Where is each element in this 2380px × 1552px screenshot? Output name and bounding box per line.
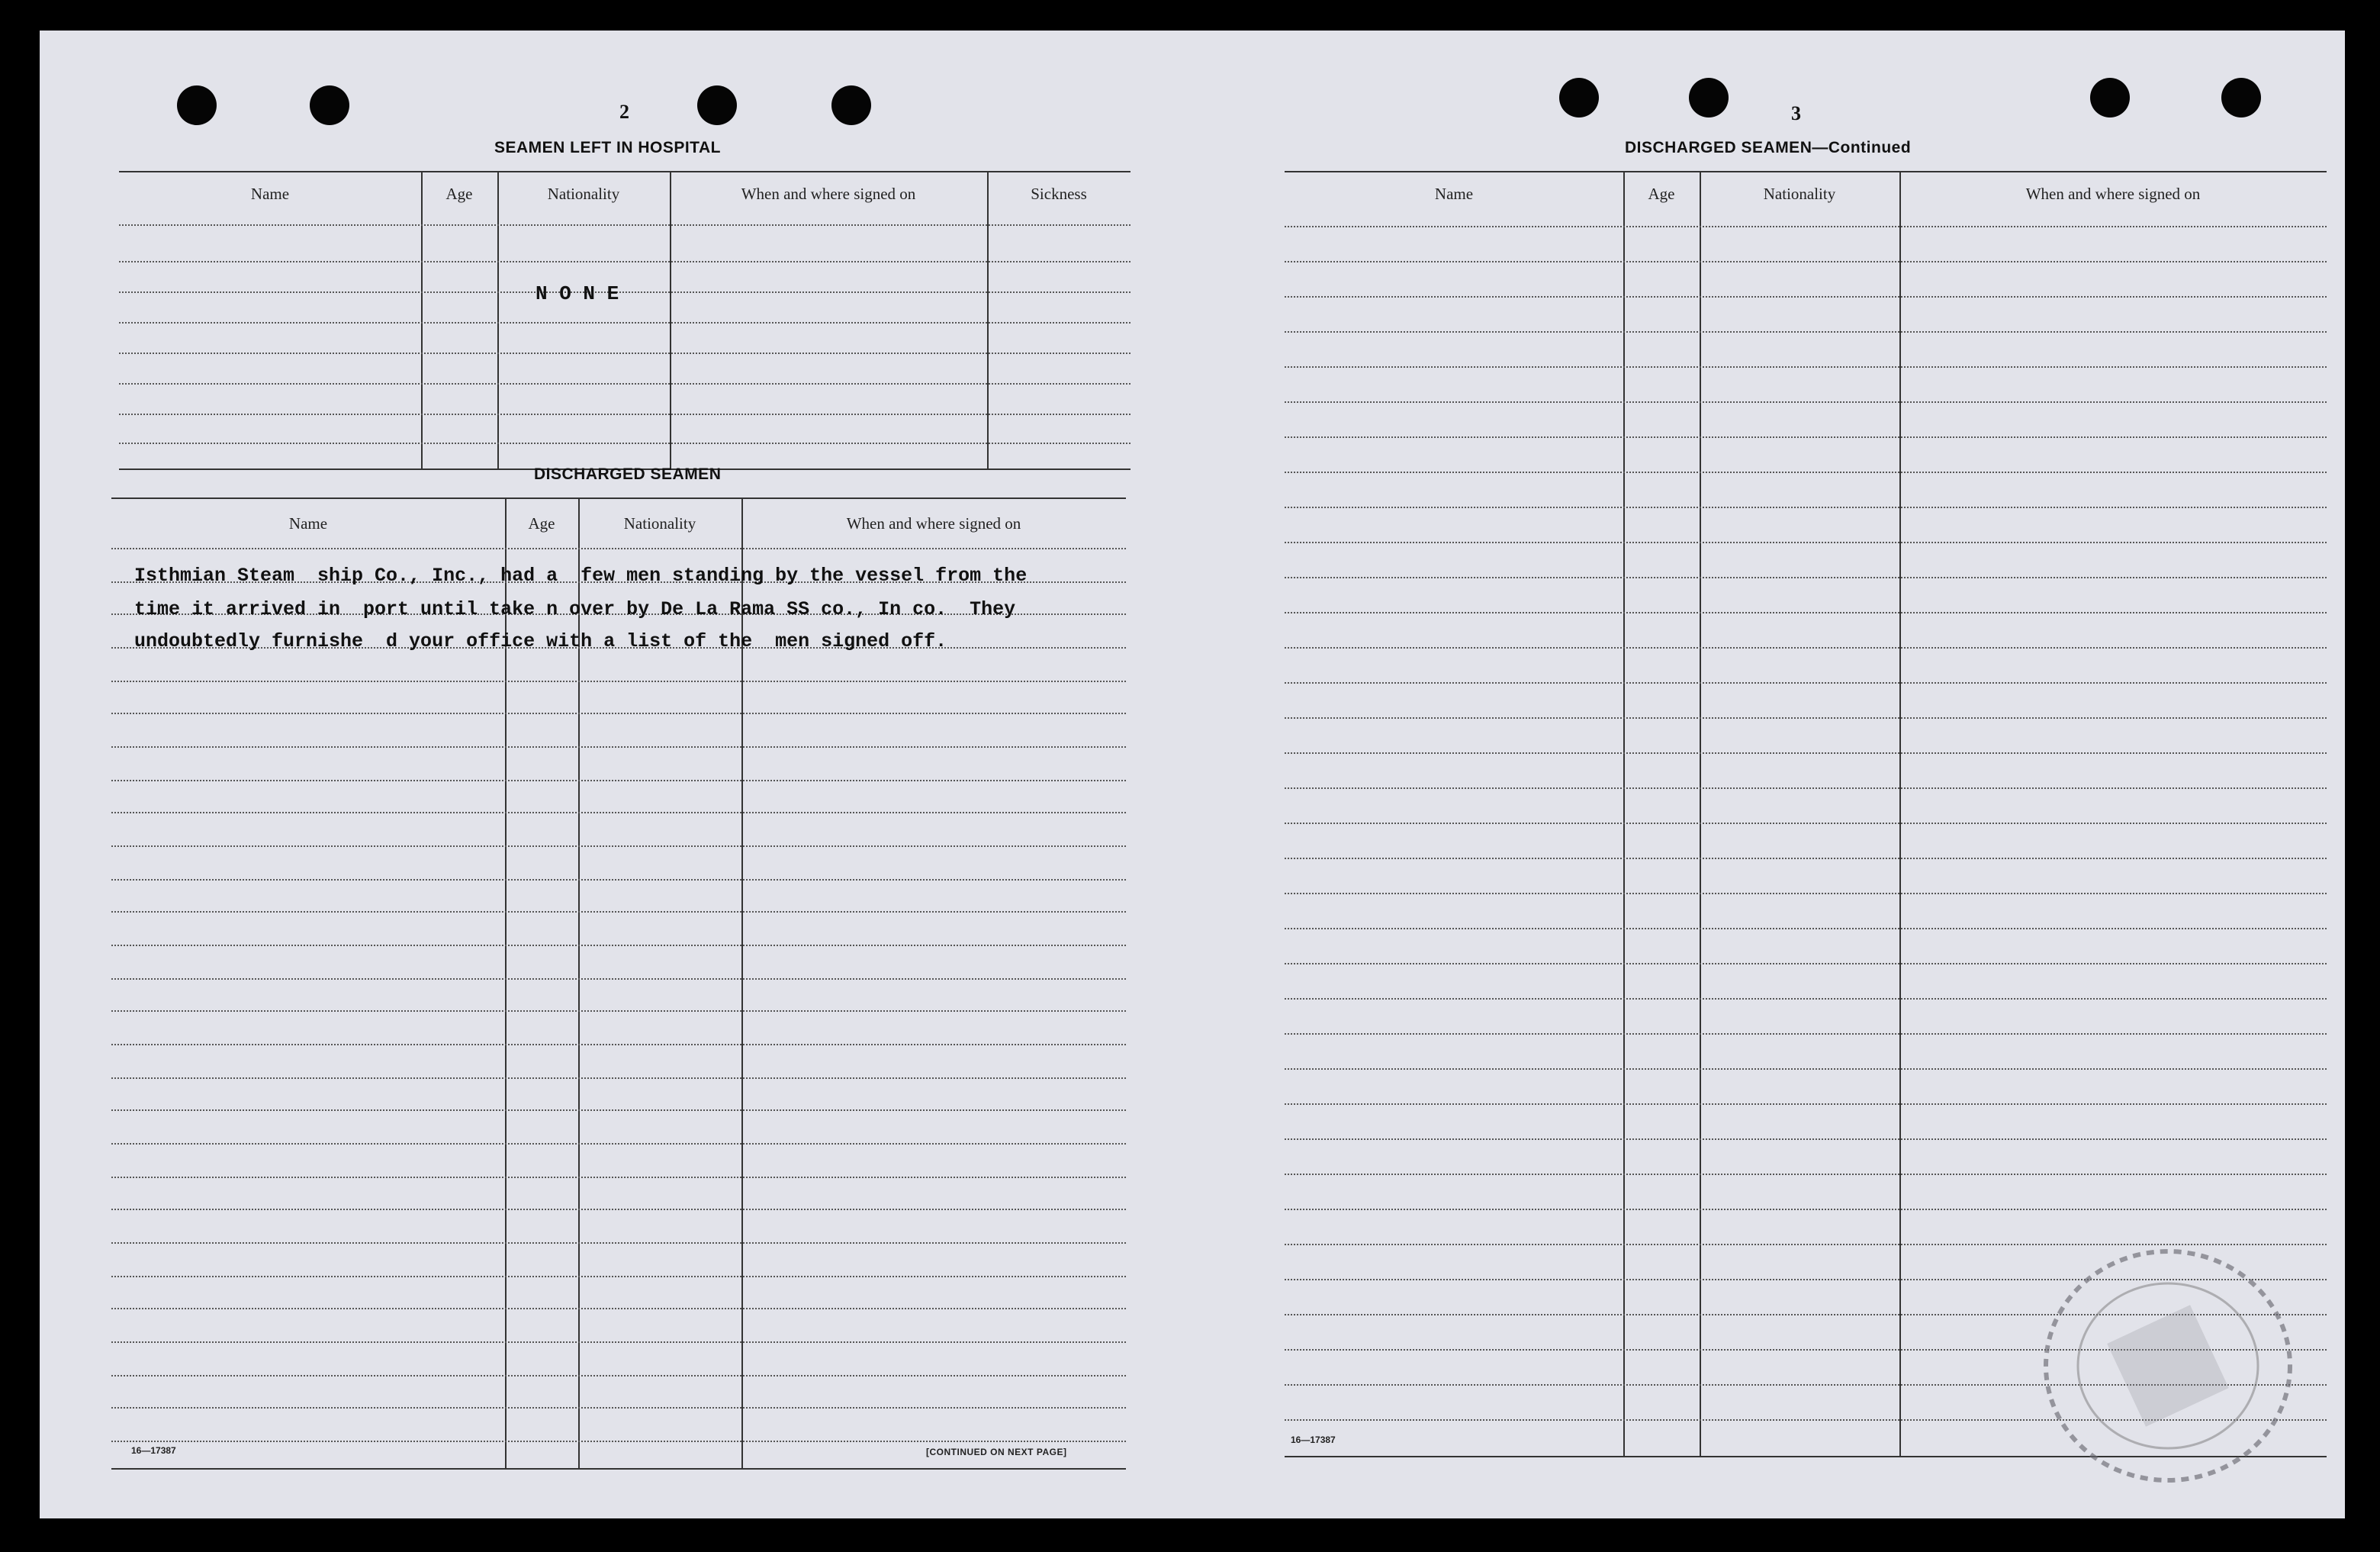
document-sheet <box>40 31 2345 1518</box>
page-number-left: 2 <box>619 101 629 123</box>
column-header: Nationality <box>547 185 620 203</box>
column-header: Name <box>288 514 328 533</box>
column-header: Name <box>1434 185 1474 203</box>
typed-note-line: Isthmian Steam ship Co., Inc., had a few men standing by the vessel from the <box>134 565 1028 587</box>
column-header: Age <box>528 514 555 533</box>
column-header: Age <box>445 185 473 203</box>
stamp-seal-icon <box>2031 1236 2305 1496</box>
typed-note-line: undoubtedly furnishe d your office with a list of the men signed off. <box>134 630 947 652</box>
page-number-right: 3 <box>1791 102 1801 124</box>
punch-hole <box>697 85 737 125</box>
form-code-left: 16—17387 <box>131 1445 176 1456</box>
punch-hole <box>177 85 217 125</box>
column-header: Nationality <box>1763 185 1836 203</box>
column-header: Nationality <box>623 514 696 533</box>
column-header: Name <box>250 185 290 203</box>
column-header: When and where signed on <box>2025 185 2201 203</box>
hospital-none-entry: N O N E <box>536 282 619 305</box>
column-header: When and where signed on <box>741 185 916 203</box>
punch-hole <box>831 85 871 125</box>
punch-hole <box>310 85 349 125</box>
punch-hole <box>1559 78 1599 118</box>
continued-note: [CONTINUED ON NEXT PAGE] <box>926 1447 1067 1457</box>
discharged-section-title: DISCHARGED SEAMEN <box>534 465 722 483</box>
punch-hole <box>1689 78 1729 118</box>
form-code-right: 16—17387 <box>1291 1434 1336 1445</box>
hospital-table <box>119 171 1130 476</box>
typed-note-line: time it arrived in port until take n over by De La Rama SS co., In co. They <box>134 598 1016 620</box>
discharged-continued-title: DISCHARGED SEAMEN—Continued <box>1625 139 1912 156</box>
column-header: Sickness <box>1031 185 1087 203</box>
hospital-section-title: SEAMEN LEFT IN HOSPITAL <box>494 139 721 156</box>
column-header: When and where signed on <box>846 514 1021 533</box>
column-header: Age <box>1648 185 1675 203</box>
punch-hole <box>2090 78 2130 118</box>
punch-hole <box>2221 78 2261 118</box>
